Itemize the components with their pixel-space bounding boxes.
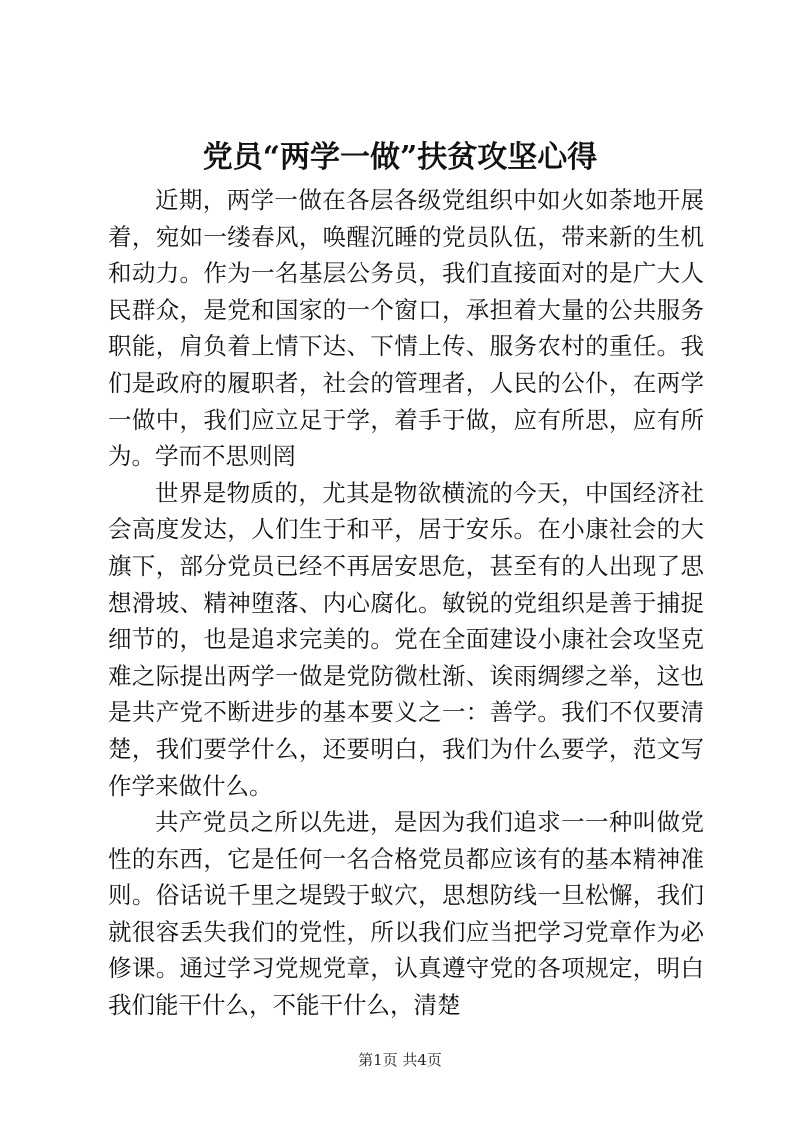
page-footer xyxy=(0,1050,800,1070)
document-body xyxy=(108,182,704,1024)
document-title: 党员“两学一做”扶贫攻坚心得 xyxy=(202,140,598,175)
page-number: 第1页 共4页 xyxy=(358,1051,442,1069)
paragraph-3: 共产党员之所以先进，是因为我们追求一一种叫做党性的东西，它是任何一名合格党员都应该有的基本精神准则。俗话说千里之堤毁于蚁穴，思想防线一旦松懈，我们就很容丢失我们的党性，所以我们应当把学习党章作为必修课。通过学习党规党章，认真遵守党的各项规定，明白我们能干什么，不能干什么，清楚 xyxy=(108,808,704,1020)
paragraph-1: 近期，两学一做在各层各级党组织中如火如荼地开展着，宛如一缕春风，唤醒沉睡的党员队伍，带来新的生机和动力。作为一名基层公务员，我们直接面对的是广大人民群众，是党和国家的一个窗口，承担着大量的公共服务职能，肩负着上情下达、下情上传、服务农村的重任。我们是政府的履职者，社会的管理者，人民的公仆，在两学一做中，我们应立足于学，着手于做，应有所思，应有所为。学而不思则罔 xyxy=(108,186,704,471)
paragraph-2: 世界是物质的，尤其是物欲横流的今天，中国经济社会高度发达，人们生于和平，居于安乐。在小康社会的大旗下，部分党员已经不再居安思危，甚至有的人出现了思想滑坡、精神堕落、内心腐化。敏锐的党组织是善于捕捉细节的，也是追求完美的。党在全面建设小康社会攻坚克难之际提出两学一做是党防微杜渐、诶雨绸缪之举，这也是共产党不断进步的基本要义之一：善学。我们不仅要清楚，我们要学什么，还要明白，我们为什么要学，范文写作学来做什么。 xyxy=(108,478,704,800)
